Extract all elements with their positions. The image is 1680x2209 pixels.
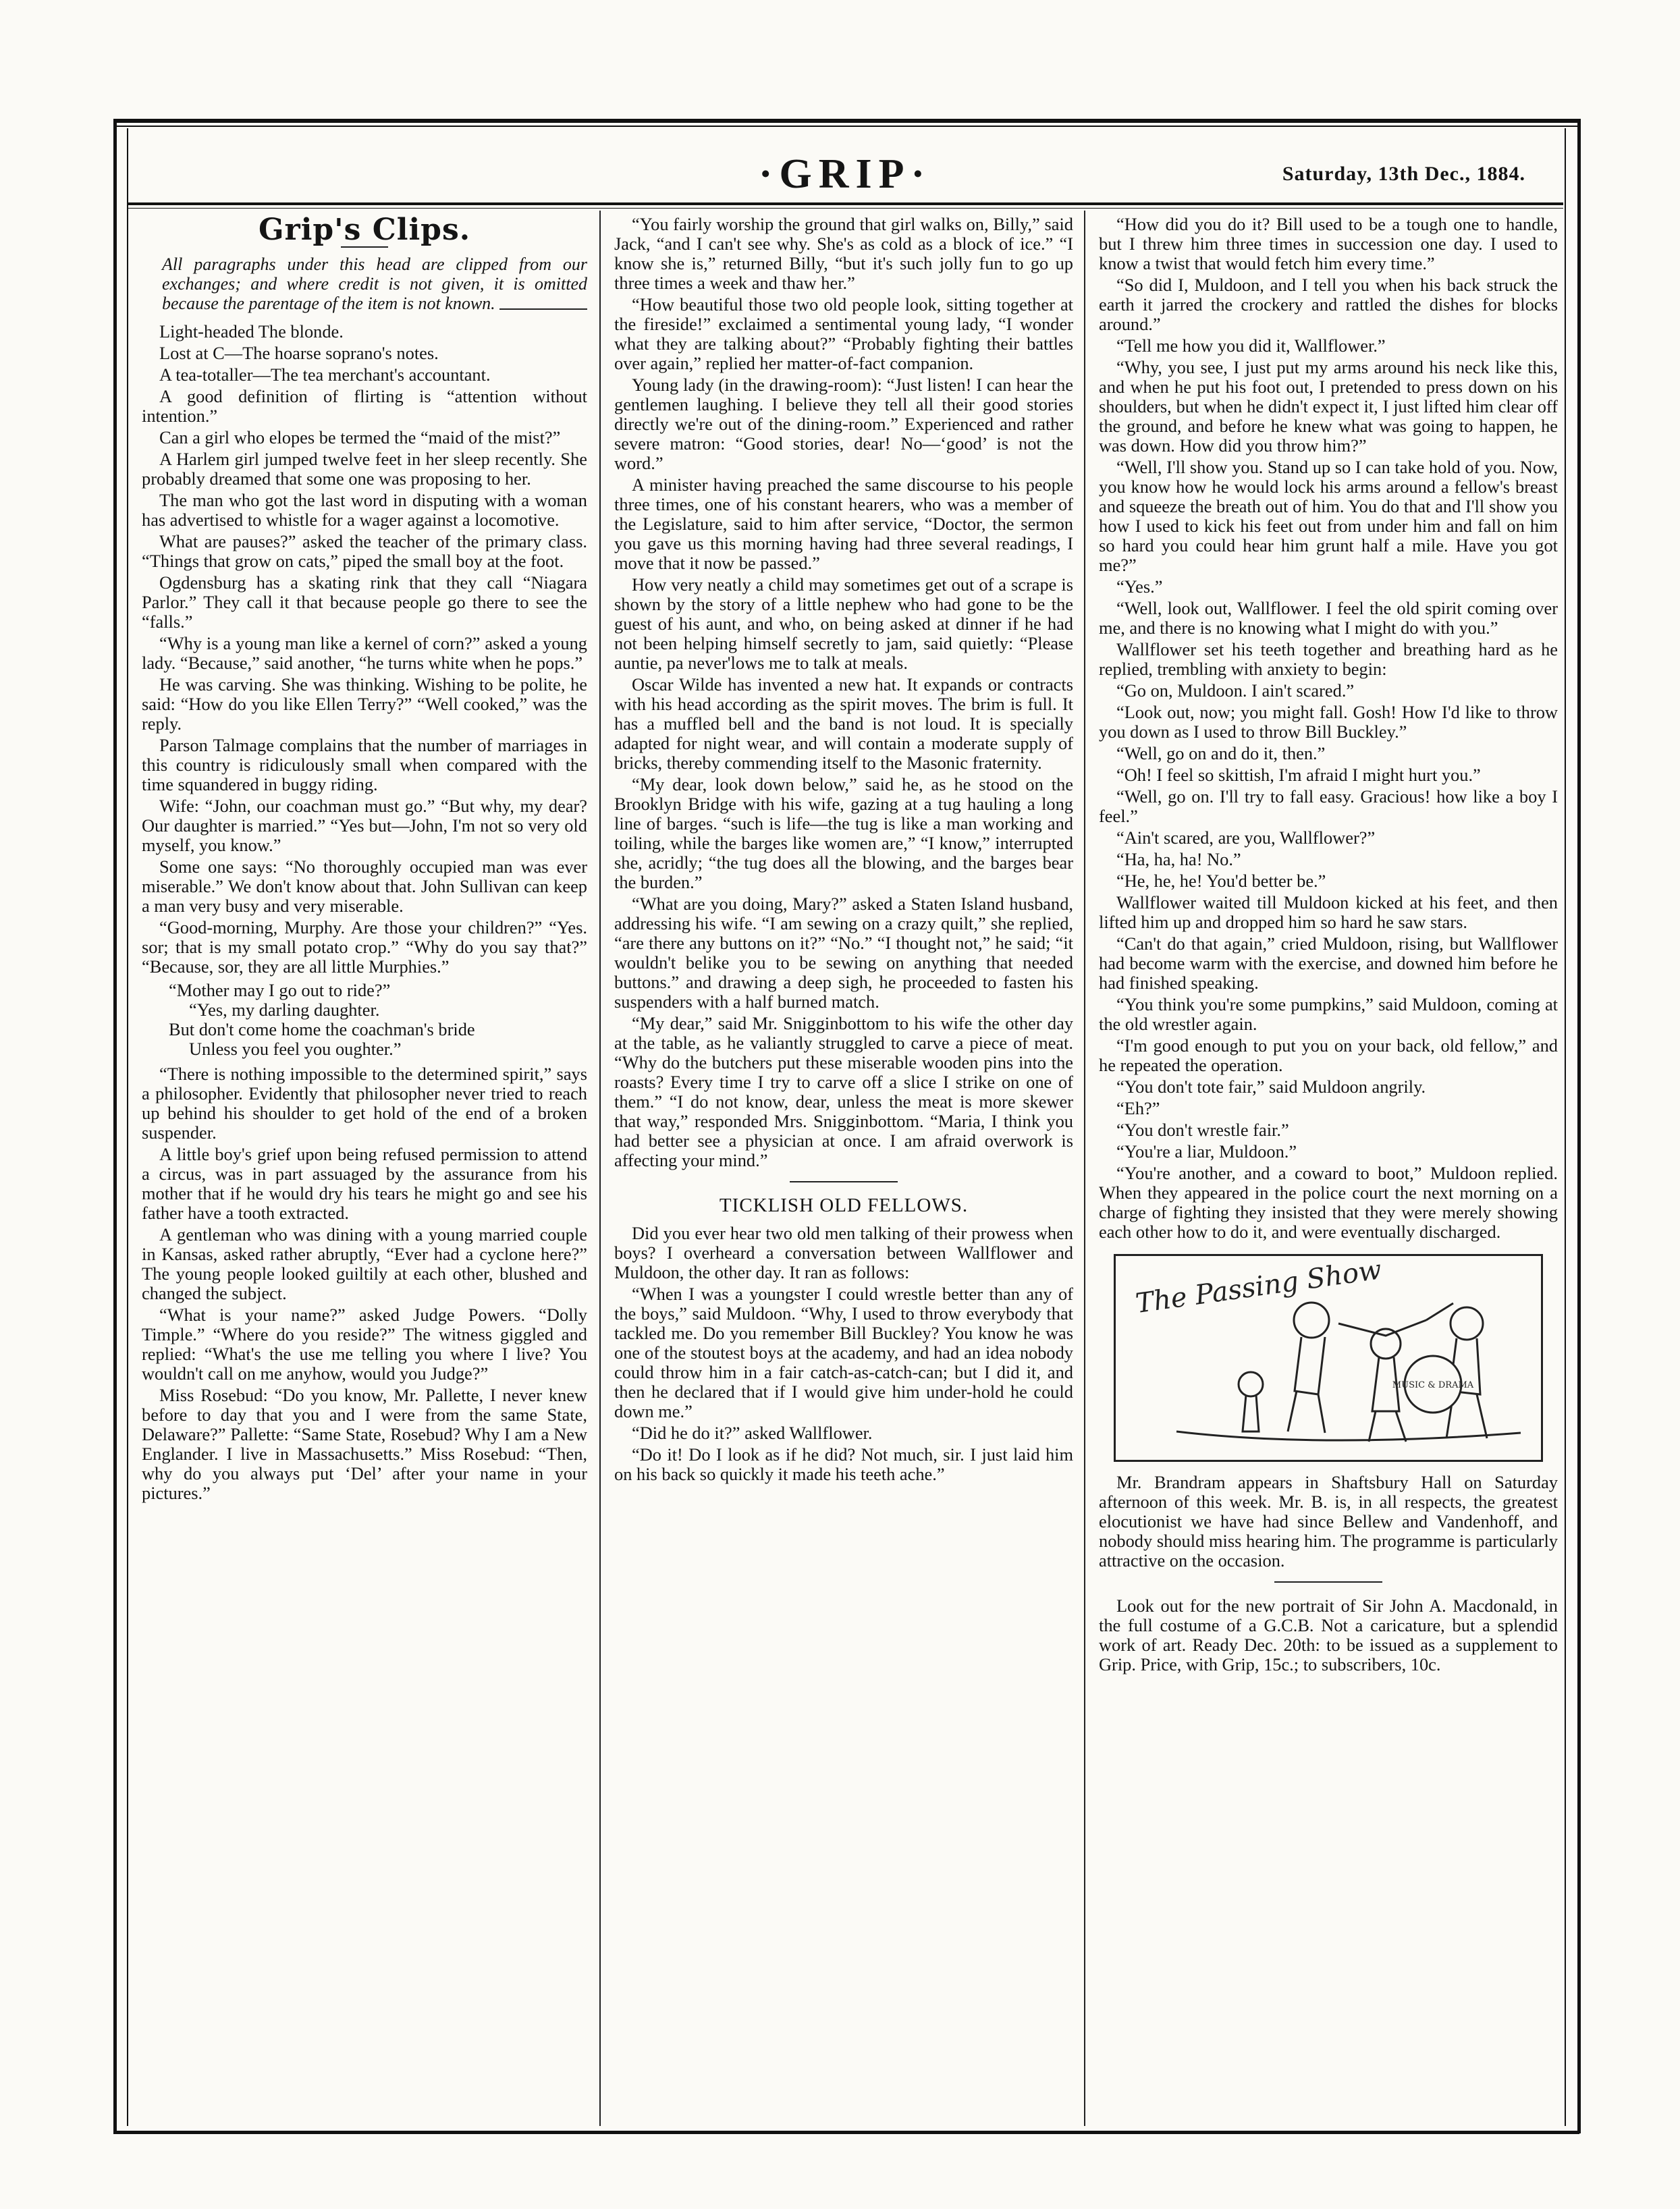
paragraph: “Oh! I feel so skittish, I'm afraid I might hurt you.” — [1116, 765, 1481, 785]
poem-line: “Mother may I go out to ride?” — [169, 980, 391, 1000]
paragraph: “Yes.” — [1116, 576, 1163, 597]
masthead-title: ·GRIP· — [758, 151, 932, 197]
passing-show-cartoon — [1114, 1254, 1543, 1462]
paragraph: “Can't do that again,” cried Muldoon, rising, but Wallflower had become warm with the exercise, and downed him before he had finished speaking. — [1099, 933, 1558, 993]
paragraph: “There is nothing impossible to the determined spirit,” says a philosopher. Evidently that philosopher never tried to reach up behind his shoulder to get hold of the end of a broken suspender. — [142, 1064, 587, 1143]
paragraph: “Why, you see, I just put my arms around his neck like this, and when he put his foot out, I pretended to press down on his shoulders, but when he didn't expect it, I just lifted him clear off the ground, and before he knew what was going to happen, he was down. How did you throw him?” — [1099, 357, 1558, 456]
paragraph: “Look out, now; you might fall. Gosh! How I'd like to throw you down as I used to throw Bill Buckley.” — [1099, 702, 1558, 742]
section-separator — [1274, 1581, 1382, 1583]
paragraph: “You think you're some pumpkins,” said Muldoon, coming at the old wrestler again. — [1099, 994, 1558, 1034]
paragraph: Wallflower set his teeth together and breathing hard as he replied, trembling with anxiety to begin: — [1099, 639, 1558, 679]
paragraph: A gentleman who was dining with a young married couple in Kansas, asked rather abruptly, “Ever had a cyclone here?” The young people looked guiltily at each other, blushed and changed the subject. — [142, 1224, 587, 1303]
paragraph: “You don't wrestle fair.” — [1116, 1120, 1289, 1140]
paragraph: Look out for the new portrait of Sir John A. Macdonald, in the full costume of a G.C.B. Not a caricature, but a splendid work of art. Ready Dec. 20th: to be issued as a supplement to Grip. Price, with Grip, 15c.; to subscribers, 10c. — [1099, 1596, 1558, 1674]
paragraph: Can a girl who elopes be termed the “maid of the mist?” — [159, 427, 561, 447]
paragraph: “How did you do it? Bill used to be a tough one to handle, but I threw him three times in succession one day. I used to know a twist that would fetch him every time.” — [1099, 215, 1558, 273]
poem-line: Unless you feel you oughter.” — [189, 1039, 402, 1059]
paragraph: “How beautiful those two old people look, sitting together at the fireside!” exclaimed a sentimental young lady, “I wonder what they are talking about?” “Probably fighting their battles over again,” replied her matter-of-fact companion. — [614, 294, 1073, 373]
paragraph: “Well, go on and do it, then.” — [1116, 743, 1326, 763]
paragraph: A Harlem girl jumped twelve feet in her sleep recently. She probably dreamed that some one was proposing to her. — [142, 449, 587, 489]
paragraph: A good definition of flirting is “attention without intention.” — [142, 386, 587, 426]
paragraph: “So did I, Muldoon, and I tell you when his back struck the earth it jarred the crockery and rattled the dishes for blocks around.” — [1099, 275, 1558, 334]
paragraph: “Ain't scared, are you, Wallflower?” — [1116, 827, 1376, 848]
intro-rule — [499, 308, 587, 310]
paragraph: “You fairly worship the ground that girl walks on, Billy,” said Jack, “and I can't see why. She's as cold as a block of ice.” “I know she is,” returned Billy, “but it's such jolly fun to go up three times a week and thaw her.” — [614, 215, 1073, 293]
poem-line: But don't come home the coachman's bride — [169, 1019, 475, 1039]
paragraph: “Eh?” — [1116, 1098, 1160, 1118]
paragraph: How very neatly a child may sometimes get out of a scrape is shown by the story of a little nephew who had gone to be the guest of his aunt, and who, on being asked at dinner if he had not been helping himself secretly to jam, said quietly: “Please auntie, pa never'lows me to talk at meals. — [614, 574, 1073, 673]
column-divider-2 — [1084, 211, 1085, 2126]
paragraph: Young lady (in the drawing-room): “Just listen! I can hear the gentlemen laughing. I believe they tell all their good stories directly we're out of the dining-room.” Experienced and rather severe matron: “Good stories, dear! No—‘good’ is not the word.” — [614, 375, 1073, 473]
paragraph: Wife: “John, our coachman must go.” “But why, my dear? Our daughter is married.” “Yes but—John, I'm not so very old myself, you know.” — [142, 796, 587, 855]
paragraph: Miss Rosebud: “Do you know, Mr. Pallette, I never knew before to day that you and I were from the same State, Delaware?” Pallette: “Same State, Rosebud? Why I am a New Englander. I live in Massachusetts.” Miss Rosebud: “Then, why do you always put ‘Del’ after your name in your pictures.” — [142, 1385, 587, 1503]
column-divider-1 — [599, 211, 601, 2126]
paragraph: “Well, go on. I'll try to fall easy. Gracious! how like a boy I feel.” — [1099, 786, 1558, 826]
masthead-rule — [127, 202, 1563, 205]
cartoon-caption: The Passing Show — [1133, 1256, 1384, 1319]
column-1 — [142, 215, 587, 2125]
paragraph: Parson Talmage complains that the number of marriages in this country is ridiculously small when compared with the time squandered in buggy riding. — [142, 735, 587, 794]
paragraph: The man who got the last word in disputing with a woman has advertised to whistle for a wager against a locomotive. — [142, 490, 587, 530]
paragraph: A tea-totaller—The tea merchant's accountant. — [159, 364, 491, 385]
poem-line: “Yes, my darling daughter. — [189, 1000, 380, 1020]
paragraph: “You're another, and a coward to boot,” Muldoon replied. When they appeared in the police court the next morning on a charge of fighting they insisted that they were merely showing each other how to do it, and were eventually discharged. — [1099, 1163, 1558, 1242]
paragraph: A little boy's grief upon being refused permission to attend a circus, was in part assuaged by the assurance from his mother that if he would dry his tears he might go and see his father have a tooth extracted. — [142, 1144, 587, 1223]
paragraph: “Go on, Muldoon. I ain't scared.” — [1116, 680, 1355, 701]
section-heading: Grip's Clips. — [258, 215, 471, 247]
paragraph: Light-headed The blonde. — [159, 321, 344, 342]
masthead-rule-thin — [127, 208, 1563, 209]
paragraph: “When I was a youngster I could wrestle better than any of the boys,” said Muldoon. “Why, I used to throw everybody that tackled me. Do you remember Bill Buckley? You know he was one of the stoutest boys at the academy, and had an idea nobody could throw him in a fair catch-as-catch-can; but I did it, and then he declared that if I would give him under-hold he could down me.” — [614, 1284, 1073, 1421]
poem — [142, 981, 587, 1059]
cartoon-drawing — [1116, 1256, 1541, 1460]
paragraph: “My dear, look down below,” said he, as he stood on the Brooklyn Bridge with his wife, gazing at a tug hauling a long line of barges. “such is life—the tug is like a man working and toiling, while the barges like women are,” “I know,” interrupted she, acridly; “the tug does all the blowing, and the barges bear the burden.” — [614, 774, 1073, 892]
paragraph: What are pauses?” asked the teacher of the primary class. “Things that grow on cats,” piped the small boy at the foot. — [142, 531, 587, 571]
masthead-date: Saturday, 13th Dec., 1884. — [1282, 163, 1525, 185]
article-subheading: TICKLISH OLD FELLOWS. — [719, 1195, 969, 1216]
paragraph: “What are you doing, Mary?” asked a Staten Island husband, addressing his wife. “I am sewing on a crazy quilt,” she replied, “are there any buttons on it?” “No.” “I thought not,” he said; “it wouldn't belike you to be sewing on anything that needed buttons.” and drawing a deep sigh, he proceeded to fasten his suspenders with a half burned match. — [614, 894, 1073, 1012]
paragraph: “Do it! Do I look as if he did? Not much, sir. I just laid him on his back so quickly it made his teeth ache.” — [614, 1444, 1073, 1484]
paragraph: Did you ever hear two old men talking of their prowess when boys? I overheard a conversation between Wallflower and Muldoon, the other day. It ran as follows: — [614, 1223, 1073, 1282]
paragraph: He was carving. She was thinking. Wishing to be polite, he said: “How do you like Ellen Terry?” “Well cooked,” was the reply. — [142, 674, 587, 734]
paragraph: Oscar Wilde has invented a new hat. It expands or contracts with his head according as the spirit moves. The brim is full. It has a muffled bell and the band is not loud. It is specially adapted for night wear, and will contain a moderate supply of bricks, thereby commending itself to the Masonic fraternity. — [614, 674, 1073, 773]
column-3 — [1099, 215, 1558, 2125]
masthead — [127, 145, 1563, 206]
section-heading-block — [142, 215, 587, 248]
paragraph: A minister having preached the same discourse to his people three times, one of his constant hearers, who was a member of the Legislature, said to him after service, “Doctor, the sermon you gave us this morning having had three several readings, I move that it now be passed.” — [614, 474, 1073, 573]
paragraph: Ogdensburg has a skating rink that they call “Niagara Parlor.” They call it that because people go there to see the “falls.” — [142, 572, 587, 632]
paragraph: “Well, look out, Wallflower. I feel the old spirit coming over me, and there is no knowing what I might do with you.” — [1099, 598, 1558, 638]
paragraph: Some one says: “No thoroughly occupied man was ever miserable.” We don't know about that. John Sullivan can keep a man very busy and very miserable. — [142, 856, 587, 916]
section-intro: All paragraphs under this head are clipped from our exchanges; and where credit is not given, it is omitted because the parentage of the item is not known. — [162, 254, 587, 313]
section-separator — [790, 1181, 898, 1182]
paragraph: “Ha, ha, ha! No.” — [1116, 849, 1241, 869]
paragraph: “You don't tote fair,” said Muldoon angrily. — [1116, 1076, 1426, 1097]
paragraph: “He, he, he! You'd better be.” — [1116, 871, 1326, 891]
column-2 — [614, 215, 1073, 2125]
paragraph: Mr. Brandram appears in Shaftsbury Hall on Saturday afternoon of this week. Mr. B. is, in all respects, the greatest elocutionist we have had since Bellew and Vandenhoff, and nobody should miss hearing him. The programme is particularly attractive on the occasion. — [1099, 1472, 1558, 1571]
cartoon-figures — [1176, 1303, 1521, 1442]
paragraph: “Good-morning, Murphy. Are those your children?” “Yes. sor; that is my small potato crop.” “Why do you say that?” “Because, sor, they are all little Murphies.” — [142, 917, 587, 977]
paragraph: “You're a liar, Muldoon.” — [1116, 1141, 1297, 1162]
paragraph: Lost at C—The hoarse soprano's notes. — [159, 343, 439, 363]
paragraph: “Well, I'll show you. Stand up so I can take hold of you. Now, you know how he would lock his arms around a fellow's breast and squeeze the breath out of him. You do that and I'll show you how I used to kick his feet out from under him and fall on him so hard you could hear him grunt half a mile. Have you got me?” — [1099, 457, 1558, 575]
paragraph: “My dear,” said Mr. Snigginbottom to his wife the other day at the table, as he valiantly struggled to carve a piece of meat. “Why do the butchers put these miserable wooden pins into the roasts? Every time I try to carve off a slice I strike on one of them.” “I do not know, dear, unless the meat is more skewer that way,” responded Mrs. Snigginbottom. “Maria, I think you had better see a physician at once. I am afraid overwork is affecting your mind.” — [614, 1013, 1073, 1170]
frame-bottom-rule — [113, 2131, 1579, 2134]
paragraph: Wallflower waited till Muldoon kicked at his feet, and then lifted him up and dropped him so hard he saw stars. — [1099, 892, 1558, 932]
paragraph: “I'm good enough to put you on your back, old fellow,” and he repeated the operation. — [1099, 1035, 1558, 1075]
music-drama-badge-text: MUSIC & DRAMA — [1392, 1380, 1474, 1390]
paragraph: “Tell me how you did it, Wallflower.” — [1116, 335, 1386, 356]
paragraph: “What is your name?” asked Judge Powers. “Dolly Timple.” “Where do you reside?” The witness giggled and replied: “What's the use me telling you where I live? You wouldn't call on me anyhow, would you Judge?” — [142, 1305, 587, 1384]
paragraph: “Did he do it?” asked Wallflower. — [632, 1423, 873, 1443]
paragraph: “Why is a young man like a kernel of corn?” asked a young lady. “Because,” said another, “he turns white when he pops.” — [142, 633, 587, 673]
